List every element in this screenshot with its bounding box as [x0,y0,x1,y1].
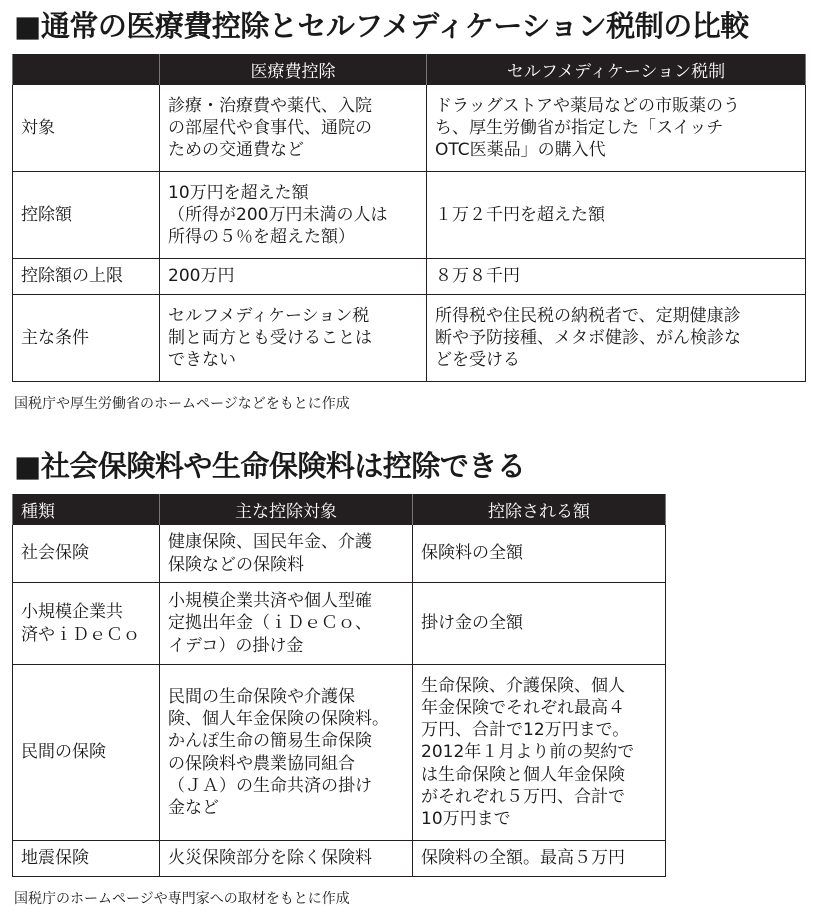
row-label: 控除額の上限 [13,259,160,295]
table1-header-medical: 医療費控除 [160,54,427,85]
cell-amount: 保険料の全額 [413,525,666,583]
row-label: 控除額 [13,172,160,259]
table2-header-target: 主な控除対象 [160,494,413,525]
table1-header-selfmed: セルフメディケーション税制 [427,54,806,85]
table-row [13,85,806,172]
table-row [13,295,806,382]
table1-header-row [13,54,806,85]
table-row [13,172,806,259]
table2-header-amount: 控除される額 [413,494,666,525]
table-row [13,665,666,841]
row-label: 小規模企業共 済やｉＤｅＣｏ [13,583,160,665]
cell-medical: 10万円を超えた額 （所得が200万円未満の人は 所得の５％を超えた額） [160,172,427,259]
table2-deductions [12,494,666,877]
cell-medical: セルフメディケーション税 制と両方とも受けることは できない [160,295,427,382]
table-row [13,841,666,877]
cell-selfmed: ８万８千円 [427,259,806,295]
cell-amount: 保険料の全額。最高５万円 [413,841,666,877]
cell-amount: 生命保険、介護保険、個人 年金保険でそれぞれ最高４ 万円、合計で12万円まで。 2012年１月より前の契約で は生命保険と個人年金保険 がそれぞれ５万円、合計で 10万円まで [413,665,666,841]
table2-title: ■社会保険料や生命保険料は控除できる [14,449,526,483]
cell-selfmed: 所得税や住民税の納税者で、定期健康診 断や予防接種、メタボ健診、がん検診な どを受ける [427,295,806,382]
table2-header-row [13,494,666,525]
cell-amount: 掛け金の全額 [413,583,666,665]
row-label: 対象 [13,85,160,172]
row-label: 地震保険 [13,841,160,877]
table-row [13,525,666,583]
table1-comparison [12,54,806,382]
cell-target: 火災保険部分を除く保険料 [160,841,413,877]
cell-target: 健康保険、国民年金、介護 保険などの保険料 [160,525,413,583]
cell-selfmed: ドラッグストアや薬局などの市販薬のう ち、厚生労働省が指定した「スイッチ OTC医薬品」の購入代 [427,85,806,172]
table1-source-note: 国税庁や厚生労働省のホームページなどをもとに作成 [14,396,350,412]
table1-header-corner [13,54,160,85]
table-row [13,259,806,295]
cell-target: 民間の生命保険や介護保 険、個人年金保険の保険料。 かんぽ生命の簡易生命保険 の保険料や農業協同組合 （ＪＡ）の生命共済の掛け 金など [160,665,413,841]
cell-selfmed: １万２千円を超えた額 [427,172,806,259]
table2-source-note: 国税庁のホームページや専門家への取材をもとに作成 [14,891,350,907]
cell-medical: 200万円 [160,259,427,295]
cell-medical: 診療・治療費や薬代、入院 の部屋代や食事代、通院の ための交通費など [160,85,427,172]
row-label: 社会保険 [13,525,160,583]
table1-title: ■通常の医療費控除とセルフメディケーション税制の比較 [14,9,749,43]
row-label: 民間の保険 [13,665,160,841]
table2-header-type: 種類 [13,494,160,525]
row-label: 主な条件 [13,295,160,382]
table-row [13,583,666,665]
cell-target: 小規模企業共済や個人型確 定拠出年金（ｉＤｅＣｏ、 イデコ）の掛け金 [160,583,413,665]
